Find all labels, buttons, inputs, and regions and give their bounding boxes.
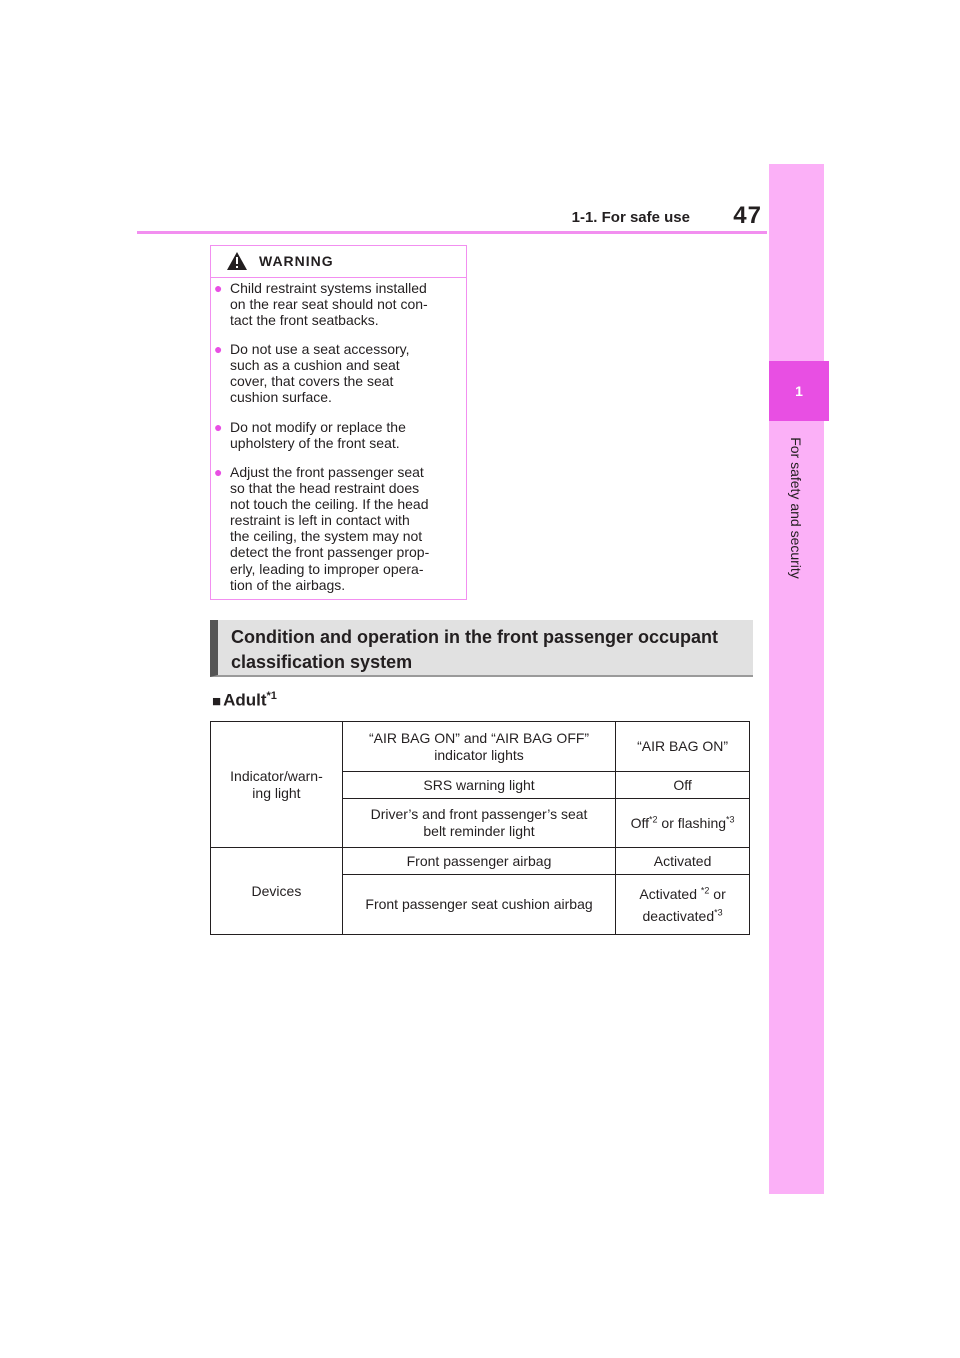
chapter-side-tab xyxy=(769,164,824,1194)
bullet-circle-icon: ● xyxy=(214,464,223,480)
footnote-ref: *3 xyxy=(714,906,723,917)
square-bullet-icon: ■ xyxy=(212,692,222,710)
bullet-circle-icon: ● xyxy=(214,419,223,435)
row-label: “AIR BAG ON” and “AIR BAG OFF” indicator lights xyxy=(342,722,615,772)
subheading xyxy=(212,690,277,711)
section-heading xyxy=(210,620,753,677)
footnote-ref: *2 xyxy=(700,884,710,895)
subheading-text: Adult xyxy=(223,690,267,710)
chapter-number-tab: 1 xyxy=(769,361,829,421)
footnote-ref: *1 xyxy=(266,690,277,702)
table-row xyxy=(211,722,750,772)
group-label-devices: Devices xyxy=(211,848,343,935)
warning-triangle-icon xyxy=(226,251,248,271)
footnote-ref: *2 xyxy=(649,813,658,824)
occupant-classification-table xyxy=(210,721,750,935)
warning-header xyxy=(211,246,466,278)
table-row xyxy=(211,848,750,875)
warning-title: WARNING xyxy=(259,253,334,269)
group-label-indicator: Indicator/warn- ing light xyxy=(211,722,343,848)
warning-item-text: Do not use a seat accessory, such as a cushion and seat cover, that covers the seat cushion surface. xyxy=(230,341,410,406)
row-label: Driver’s and front passenger’s seat belt reminder light xyxy=(342,799,615,848)
row-value: “AIR BAG ON” xyxy=(616,722,750,772)
chapter-label: For safety and security xyxy=(788,437,804,579)
row-value: Off$^{*2}$ or flashing$^{*3}$ xyxy=(616,799,750,848)
footnote-ref: *3 xyxy=(726,813,735,824)
row-label: SRS warning light xyxy=(342,772,615,799)
warning-box xyxy=(210,245,467,600)
row-value: Activated xyxy=(616,848,750,875)
row-value: Activated $^{*2}$ or deactivated$^{*3}$ xyxy=(616,875,750,935)
row-label: Front passenger airbag xyxy=(342,848,615,875)
page-number: 47 xyxy=(733,202,762,229)
bullet-circle-icon: ● xyxy=(214,280,223,296)
row-label: Front passenger seat cushion airbag xyxy=(342,875,615,935)
warning-item-text: Do not modify or replace the upholstery of the front seat. xyxy=(230,419,406,452)
section-title: 1-1. For safe use xyxy=(571,209,690,226)
warning-item-text: Child restraint systems installed on the rear seat should not con- tact the front seatbacks. xyxy=(230,280,428,329)
row-value: Off xyxy=(616,772,750,799)
bullet-circle-icon: ● xyxy=(214,341,223,357)
warning-item-text: Adjust the front passenger seat so that the head restraint does not touch the ceiling. If the head restraint is left in contact with the ceiling, the system may not detect the front passenger prop- erly, leading to improper opera- tion of the airbags. xyxy=(230,464,430,593)
section-heading-text: Condition and operation in the front passenger occupant classification system xyxy=(231,627,719,672)
header-rule xyxy=(137,231,767,234)
